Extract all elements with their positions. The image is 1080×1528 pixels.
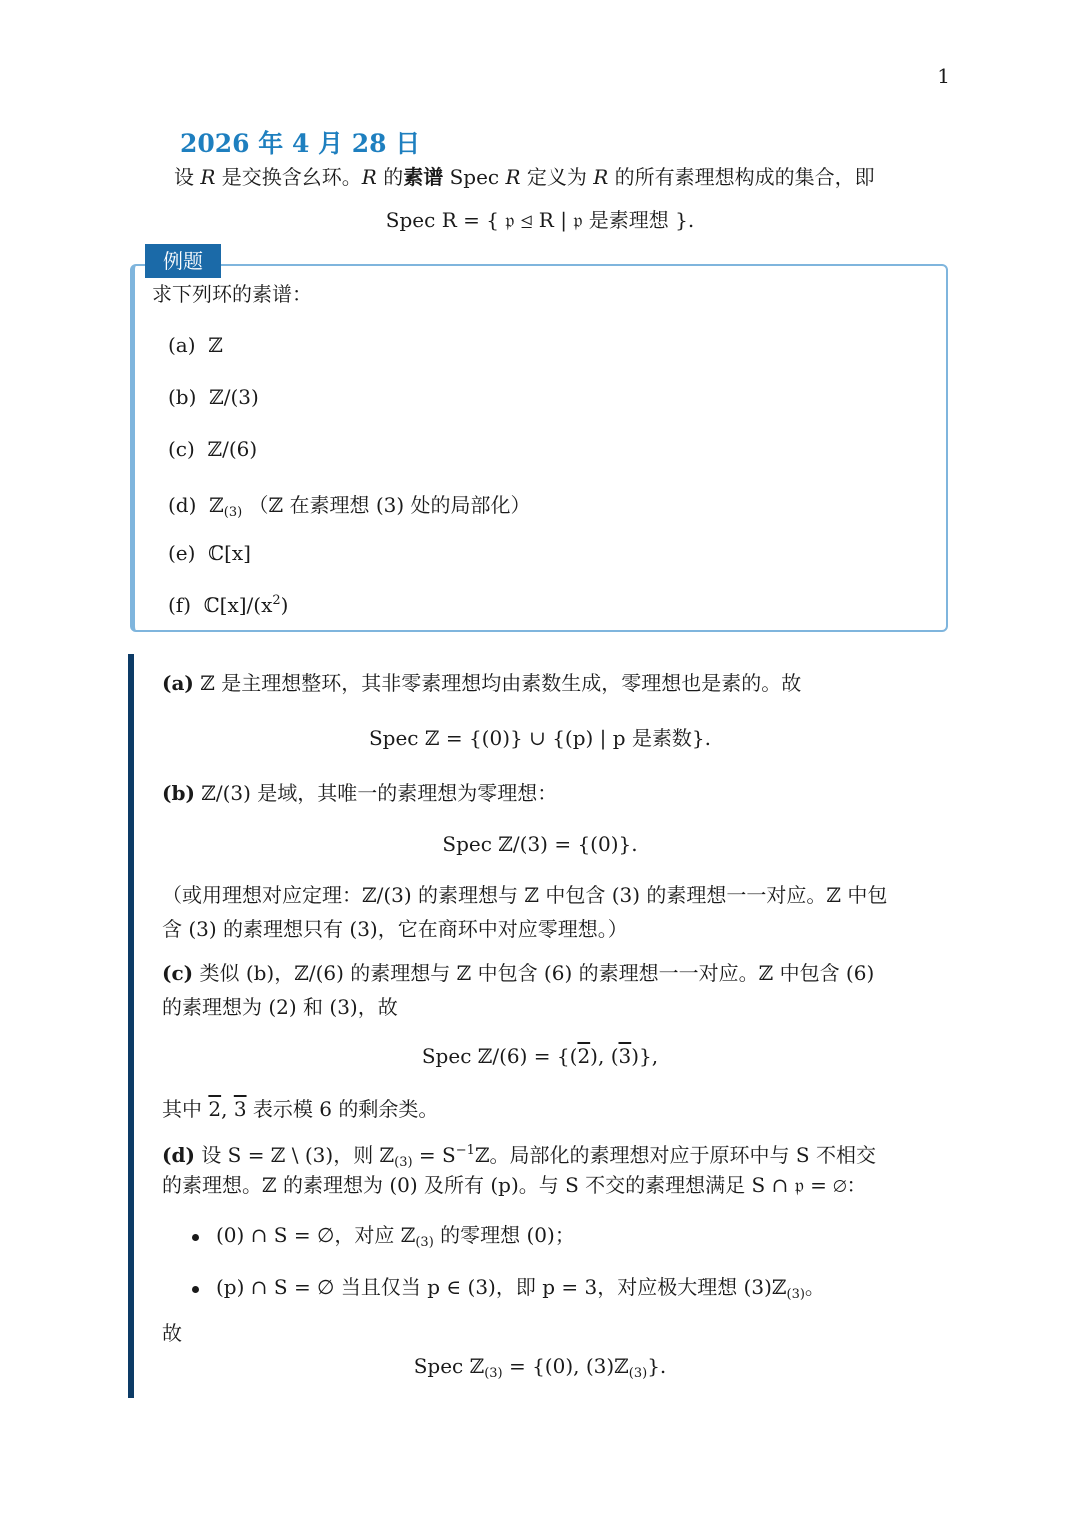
solution-a-display: Spec ℤ = {(0)} ∪ {(p) | p 是素数}. (368, 726, 712, 750)
solution-d-display: Spec ℤ$_{(3)}$ = {(0), (3)ℤ$_{(3)}$}. (413, 1354, 667, 1381)
solution-a-text: (a) ℤ 是主理想整环，其非零素理想均由素数生成，零理想也是素的。故 (162, 671, 802, 695)
solution-b-note-line2: 含 (3) 的素理想只有 (3)，它在商环中对应零理想。） (162, 917, 628, 941)
page-number: 1 (937, 64, 950, 88)
example-item-c: (c) ℤ/(6) (168, 437, 258, 461)
example-item-e: (e) ℂ[x] (168, 541, 251, 565)
example-item-d: (d) ℤ$_{(3)}$ （ℤ 在素理想 (3) 处的局部化） (168, 493, 531, 520)
example-tab: 例题 (145, 244, 221, 278)
date-heading: 2026 年 4 月 28 日 (180, 129, 421, 158)
solution-d-text-line2: 的素理想。ℤ 的素理想为 (0) 及所有 (p)。与 S 不交的素理想满足 S ∩ 𝔭 = ∅： (162, 1173, 867, 1197)
example-prompt: 求下列环的素谱： (152, 282, 312, 306)
solution-d-text-line1: (d) 设 S = ℤ \ (3)，则 ℤ$_{(3)}$ = $S^{-1}ℤ$。局部化的素理想对应于原环中与 S 不相交 (162, 1143, 876, 1170)
solution-d-therefore: 故 (162, 1321, 182, 1345)
solution-b-display: Spec ℤ/(3) = {(0)}. (442, 832, 638, 856)
solution-c-after: 其中 2, 3 表示模 6 的剩余类。 (162, 1097, 439, 1121)
bullet-dot-2 (192, 1286, 199, 1293)
bullet-dot-1 (192, 1234, 199, 1241)
example-item-f: (f) $ℂ[x]/(x^2)$ (168, 593, 289, 617)
solution-c-text-line2: 的素理想为 (2) 和 (3)，故 (162, 995, 398, 1019)
example-item-b: (b) ℤ/(3) (168, 385, 259, 409)
solution-b-text: (b) ℤ/(3) 是域，其唯一的素理想为零理想： (162, 781, 558, 805)
spec-definition-display: Spec R = { 𝔭 ⊴ R | 𝔭 是素理想 }. (385, 208, 695, 232)
example-item-a: (a) ℤ (168, 333, 223, 357)
solution-d-bullet-1: (0) ∩ S = ∅，对应 ℤ$_{(3)}$ 的零理想 (0)； (216, 1223, 575, 1250)
solution-bar (128, 654, 134, 1398)
solution-c-display: Spec ℤ/(6) = {(2), (3)}, (421, 1044, 659, 1068)
intro-paragraph: 设 R 是交换含幺环。R 的素谱 Spec R 定义为 R 的所有素理想构成的集合，即 (174, 165, 875, 189)
bold-term: 素谱 (403, 165, 444, 189)
solution-c-text-line1: (c) 类似 (b)，ℤ/(6) 的素理想与 ℤ 中包含 (6) 的素理想一一对应。ℤ 中包含 (6) (162, 961, 875, 985)
solution-d-bullet-2: (p) ∩ S = ∅ 当且仅当 p ∈ (3)，即 p = 3，对应极大理想 (3)ℤ$_{(3)}$。 (216, 1275, 825, 1302)
solution-b-note-line1: （或用理想对应定理：ℤ/(3) 的素理想与 ℤ 中包含 (3) 的素理想一一对应。ℤ 中包 (162, 883, 888, 907)
